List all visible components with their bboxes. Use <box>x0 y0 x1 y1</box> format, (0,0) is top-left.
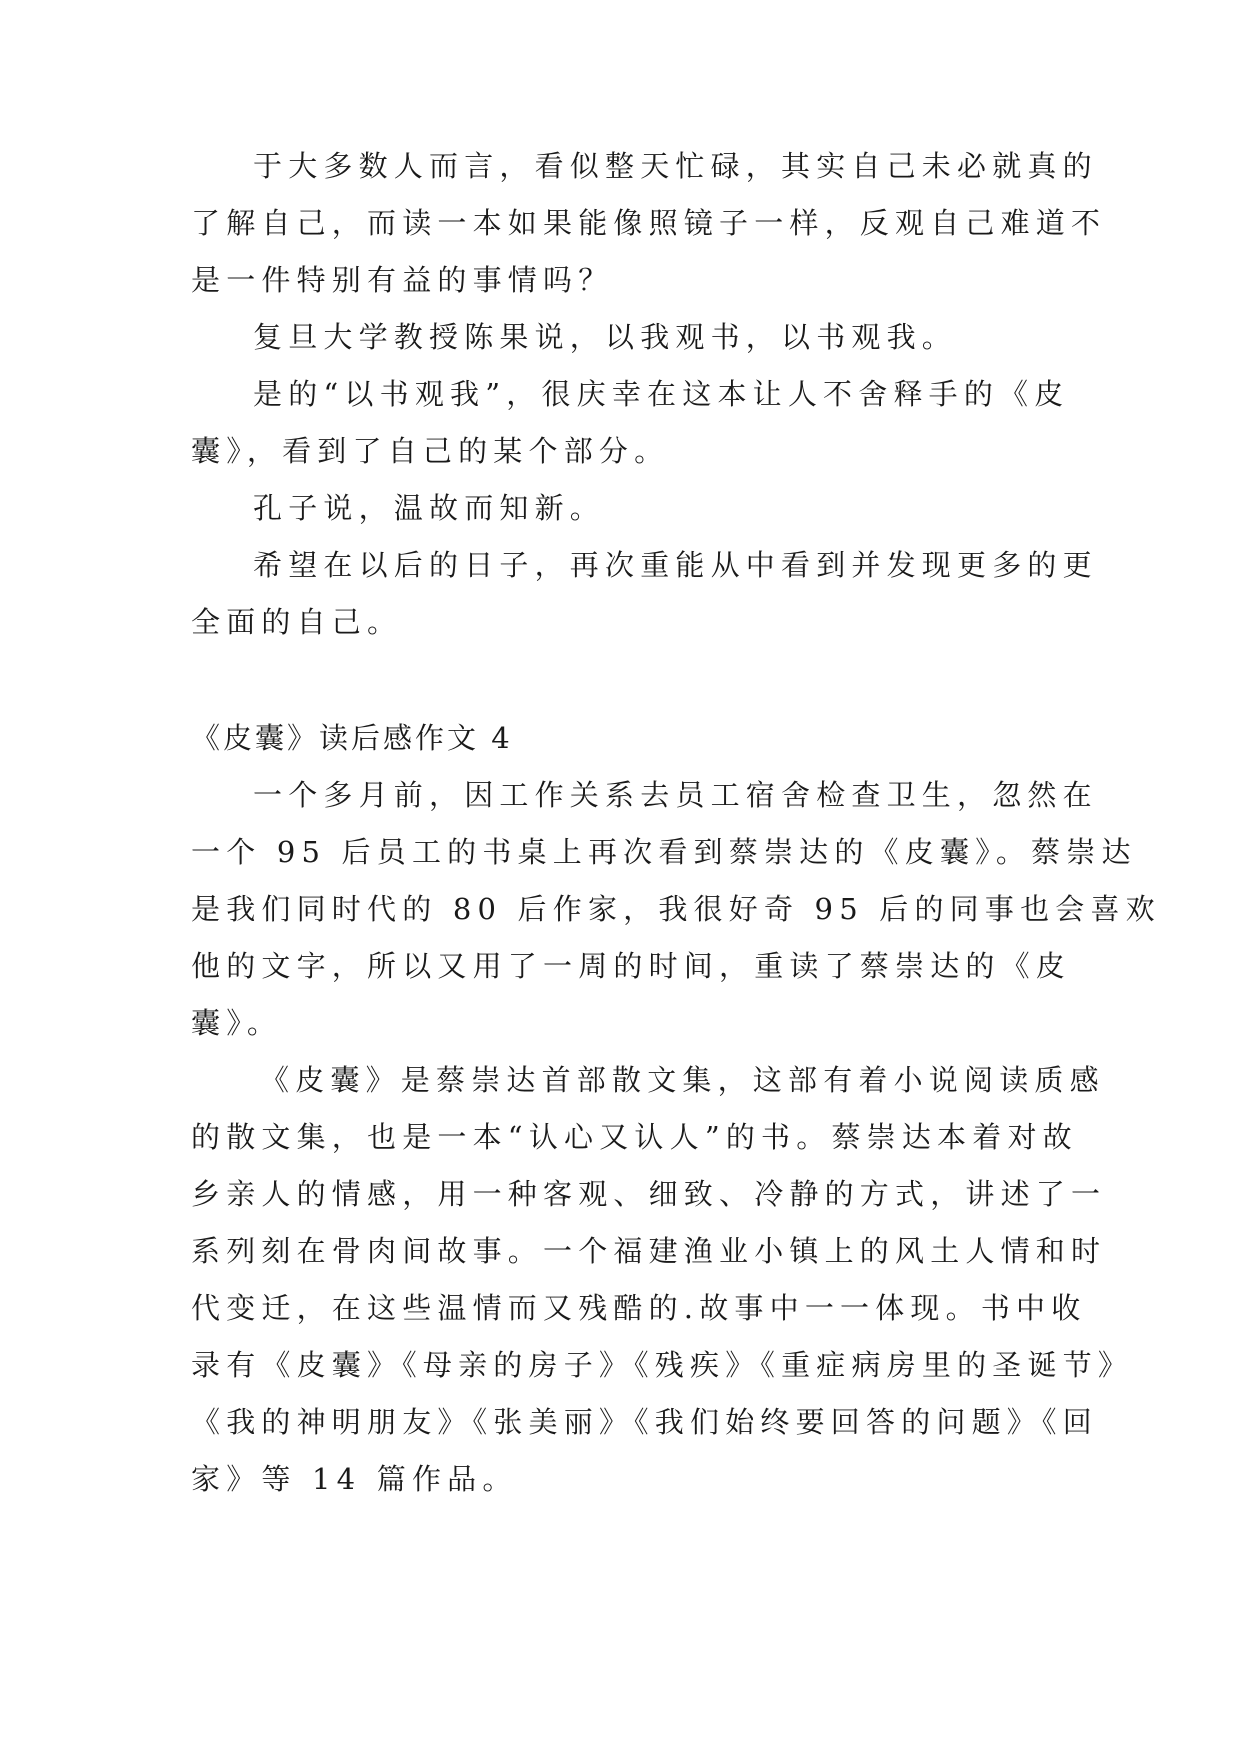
section-heading: 《皮囊》读后感作文 4 <box>191 721 513 755</box>
text-line: 乡亲人的情感，用一种客观、细致、冷静的方式，讲述了一 <box>191 1177 1107 1211</box>
text-line: 孔子说，温故而知新。 <box>253 491 606 525</box>
text-line: 是一件特别有益的事情吗？ <box>191 263 614 297</box>
text-line: 《我的神明朋友》《张美丽》《我们始终要回答的问题》《回 <box>191 1405 1098 1439</box>
text-line: 他的文字，所以又用了一周的时间，重读了蔡崇达的《皮 <box>191 949 1072 983</box>
text-line: 代变迁，在这些温情而又残酷的.故事中一一体现。书中收 <box>191 1291 1087 1325</box>
text-line: 了解自己，而读一本如果能像照镜子一样，反观自己难道不 <box>191 206 1107 240</box>
text-line: 复旦大学教授陈果说，以我观书，以书观我。 <box>253 320 958 354</box>
text-line: 一个多月前，因工作关系去员工宿舍检查卫生，忽然在 <box>253 778 1098 812</box>
text-line: 家》等 14 篇作品。 <box>191 1462 518 1496</box>
text-line: 囊》，看到了自己的某个部分。 <box>191 434 670 468</box>
text-line: 《皮囊》是蔡崇达首部散文集，这部有着小说阅读质感 <box>260 1063 1105 1097</box>
text-line: 希望在以后的日子，再次重能从中看到并发现更多的更 <box>253 548 1098 582</box>
text-line: 全面的自己。 <box>191 605 403 639</box>
text-line: 是我们同时代的 80 后作家，我很好奇 95 后的同事也会喜欢 <box>191 892 1161 926</box>
text-line: 系列刻在骨肉间故事。一个福建渔业小镇上的风土人情和时 <box>191 1234 1107 1268</box>
text-line: 录有《皮囊》《母亲的房子》《残疾》《重症病房里的圣诞节》 <box>191 1348 1134 1382</box>
text-line: 的散文集，也是一本“认心又认人”的书。蔡崇达本着对故 <box>191 1120 1078 1154</box>
text-line: 于大多数人而言，看似整天忙碌，其实自己未必就真的 <box>253 149 1098 183</box>
text-line: 囊》。 <box>191 1006 283 1040</box>
text-line: 一个 95 后员工的书桌上再次看到蔡崇达的《皮囊》。蔡崇达 <box>191 835 1137 869</box>
text-line: 是的“以书观我”，很庆幸在这本让人不舍释手的《皮 <box>253 377 1070 411</box>
